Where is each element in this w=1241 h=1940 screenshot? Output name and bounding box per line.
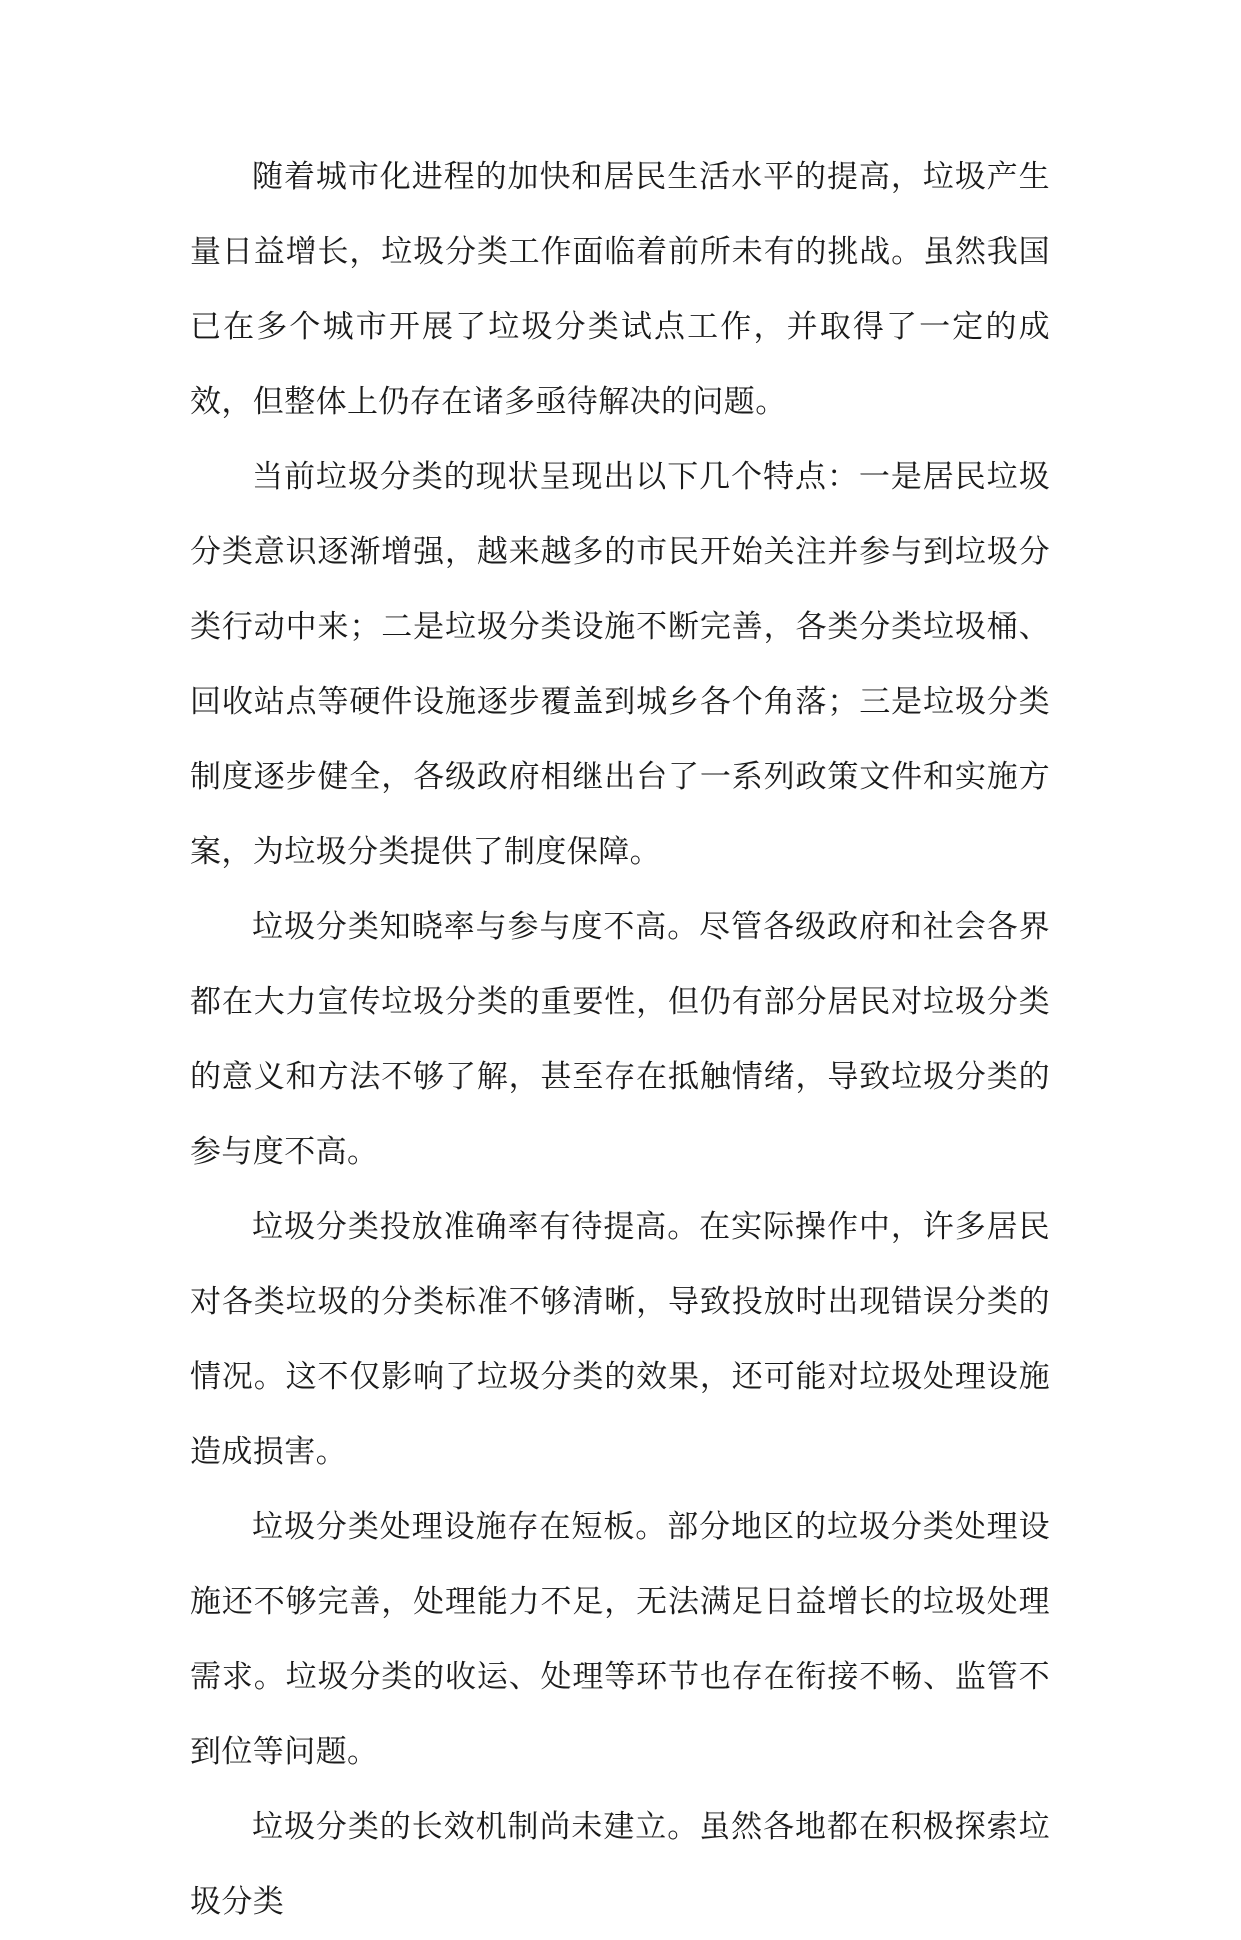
- paragraph-2: 当前垃圾分类的现状呈现出以下几个特点：一是居民垃圾分类意识逐渐增强，越来越多的市民开始关注并参与到垃圾分类行动中来；二是垃圾分类设施不断完善，各类分类垃圾桶、回收站点等硬件设施逐步覆盖到城乡各个角落；三是垃圾分类制度逐步健全，各级政府相继出台了一系列政策文件和实施方案，为垃圾分类提供了制度保障。: [190, 459, 1050, 870]
- paragraph-1: 随着城市化进程的加快和居民生活水平的提高，垃圾产生量日益增长，垃圾分类工作面临着前所未有的挑战。虽然我国已在多个城市开展了垃圾分类试点工作，并取得了一定的成效，但整体上仍存在诸多亟待解决的问题。: [190, 159, 1050, 420]
- paragraph-5: 垃圾分类处理设施存在短板。部分地区的垃圾分类处理设施还不够完善，处理能力不足，无法满足日益增长的垃圾处理需求。垃圾分类的收运、处理等环节也存在衔接不畅、监管不到位等问题。: [190, 1509, 1050, 1770]
- document-body: [190, 140, 1050, 1940]
- paragraph-6: 垃圾分类的长效机制尚未建立。虽然各地都在积极探索垃圾分类: [190, 1809, 1050, 1920]
- paragraph-3: 垃圾分类知晓率与参与度不高。尽管各级政府和社会各界都在大力宣传垃圾分类的重要性，但仍有部分居民对垃圾分类的意义和方法不够了解，甚至存在抵触情绪，导致垃圾分类的参与度不高。: [190, 909, 1050, 1170]
- paragraph-4: 垃圾分类投放准确率有待提高。在实际操作中，许多居民对各类垃圾的分类标准不够清晰，导致投放时出现错误分类的情况。这不仅影响了垃圾分类的效果，还可能对垃圾处理设施造成损害。: [190, 1209, 1050, 1470]
